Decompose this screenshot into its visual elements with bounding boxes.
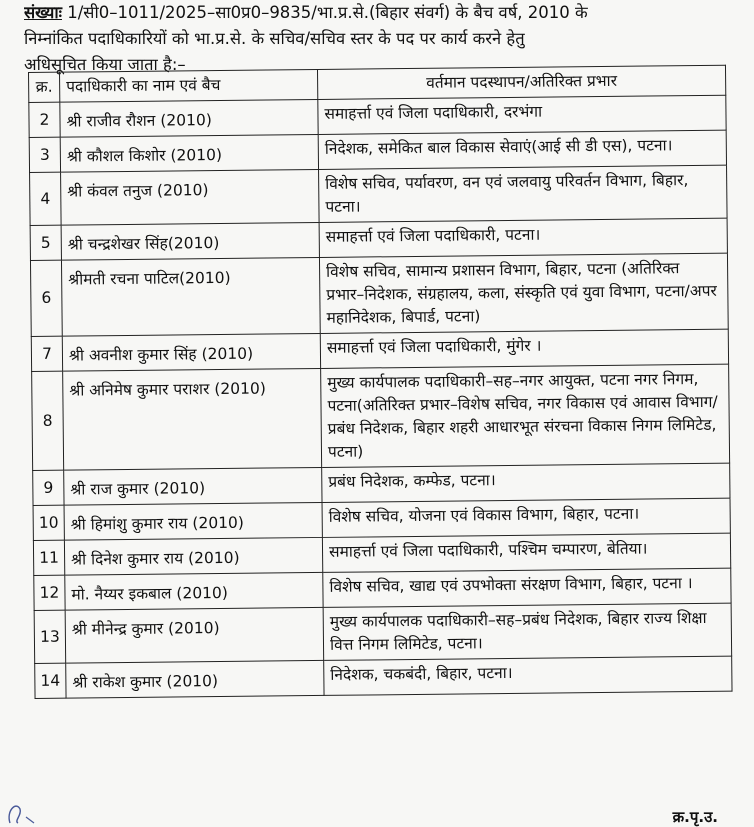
reference-label: संख्याः: [24, 3, 62, 22]
row-officer-name: श्री अवनीश कुमार सिंह (2010): [62, 333, 320, 371]
table-row: [30, 253, 728, 336]
row-serial-number: 13: [34, 610, 66, 663]
table-body: [29, 95, 732, 698]
row-serial-number: 10: [33, 505, 64, 540]
row-serial-number: 14: [35, 663, 66, 698]
row-officer-name: श्री राकेश कुमार (2010): [66, 660, 324, 698]
row-serial-number: 9: [33, 470, 64, 505]
row-current-posting: विशेष सचिव, सामान्य प्रशासन विभाग, बिहार, पटना (अतिरिक्त प्रभार–निदेशक, संग्रहालय, कला, संस्कृति एवं युवा विभाग, पटना/अपर महानिदेशक, बिपार्ड, पटना): [319, 253, 728, 333]
row-officer-name: श्री चन्द्रशेखर सिंह(2010): [61, 222, 319, 260]
row-current-posting: विशेष सचिव, खाद्य एवं उपभोक्ता संरक्षण विभाग, बिहार, पटना ।: [323, 568, 731, 607]
page-footer-continued: क्र.पृ.उ.: [672, 808, 718, 826]
row-serial-number: 3: [29, 137, 60, 172]
table-row: [35, 656, 732, 698]
signature-mark: [4, 799, 40, 825]
row-serial-number: 8: [32, 371, 64, 470]
header-current-posting: वर्तमान पदस्थापन/अतिरिक्त प्रभार: [317, 65, 725, 99]
intro-line-1: [24, 0, 724, 26]
row-current-posting: समाहर्त्ता एवं जिला पदाधिकारी, पश्चिम चम्पारण, बेतिया।: [322, 533, 730, 572]
header-serial: क्र.: [29, 72, 60, 102]
intro-line-2: निम्नांकित पदाधिकारियों को भा.प्र.से. के सचिव/सचिव स्तर के पद पर कार्य करने हेतु: [24, 29, 525, 48]
row-officer-name: श्री कंवल तनुज (2010): [61, 169, 320, 225]
row-serial-number: 5: [30, 225, 61, 260]
row-serial-number: 7: [31, 336, 62, 371]
row-officer-name: श्रीमती रचना पाटिल(2010): [61, 257, 320, 336]
row-current-posting: समाहर्त्ता एवं जिला पदाधिकारी, दरभंगा: [318, 95, 726, 134]
row-current-posting: विशेष सचिव, पर्यावरण, वन एवं जलवायु परिवर्तन विभाग, बिहार, पटना।: [319, 165, 728, 222]
row-current-posting: समाहर्त्ता एवं जिला पदाधिकारी, मुंगेर ।: [320, 329, 728, 368]
officers-table: [28, 65, 733, 699]
row-officer-name: मो. नैय्यर इकबाल (2010): [65, 572, 323, 610]
row-current-posting: मुख्य कार्यपालक पदाधिकारी–सह–प्रबंध निदेशक, बिहार राज्य शिक्षा वित्त निगम लिमिटेड, पटना।: [323, 603, 732, 660]
table-row: [30, 165, 728, 225]
intro-line-3: अधिसूचित किया जाता है:–: [24, 55, 186, 74]
row-current-posting: निदेशक, समेकित बाल विकास सेवाएं(आई सी डी एस), पटना।: [318, 130, 726, 169]
row-current-posting: समाहर्त्ता एवं जिला पदाधिकारी, पटना।: [319, 218, 727, 257]
row-officer-name: श्री हिमांशु कुमार राय (2010): [64, 502, 322, 540]
row-officer-name: श्री अनिमेष कुमार पराशर (2010): [63, 368, 322, 470]
header-officer-name: पदाधिकारी का नाम एवं बैच: [60, 69, 318, 102]
row-officer-name: श्री दिनेश कुमार राय (2010): [64, 537, 322, 575]
row-officer-name: श्री राजीव रौशन (2010): [60, 99, 318, 137]
row-officer-name: श्री मीनेन्द्र कुमार (2010): [65, 607, 324, 663]
row-current-posting: प्रबंध निदेशक, कम्फेड, पटना।: [322, 463, 730, 502]
table-row: [34, 603, 732, 663]
row-current-posting: निदेशक, चकबंदी, बिहार, पटना।: [324, 656, 732, 695]
row-officer-name: श्री राज कुमार (2010): [64, 467, 322, 505]
row-current-posting: विशेष सचिव, योजना एवं विकास विभाग, बिहार, पटना।: [322, 498, 730, 537]
row-serial-number: 4: [30, 172, 62, 225]
row-serial-number: 6: [30, 260, 62, 336]
row-serial-number: 11: [33, 540, 64, 575]
row-serial-number: 12: [34, 575, 65, 610]
row-officer-name: श्री कौशल किशोर (2010): [60, 134, 318, 172]
table-row: [32, 364, 730, 470]
row-serial-number: 2: [29, 102, 60, 137]
reference-text: 1/सी0–1011/2025–सा0प्र0–9835/भा.प्र.से.(बिहार संवर्ग) के बैच वर्ष, 2010 के: [61, 3, 588, 22]
row-current-posting: मुख्य कार्यपालक पदाधिकारी–सह–नगर आयुक्त, पटना नगर निगम, पटना(अतिरिक्त प्रभार–विशेष सचिव, नगर विकास एवं आवास विभाग/प्रबंध निदेशक, बिहार शहरी आधारभूत संरचना विकास निगम लिमिटेड, पटना): [321, 364, 730, 467]
